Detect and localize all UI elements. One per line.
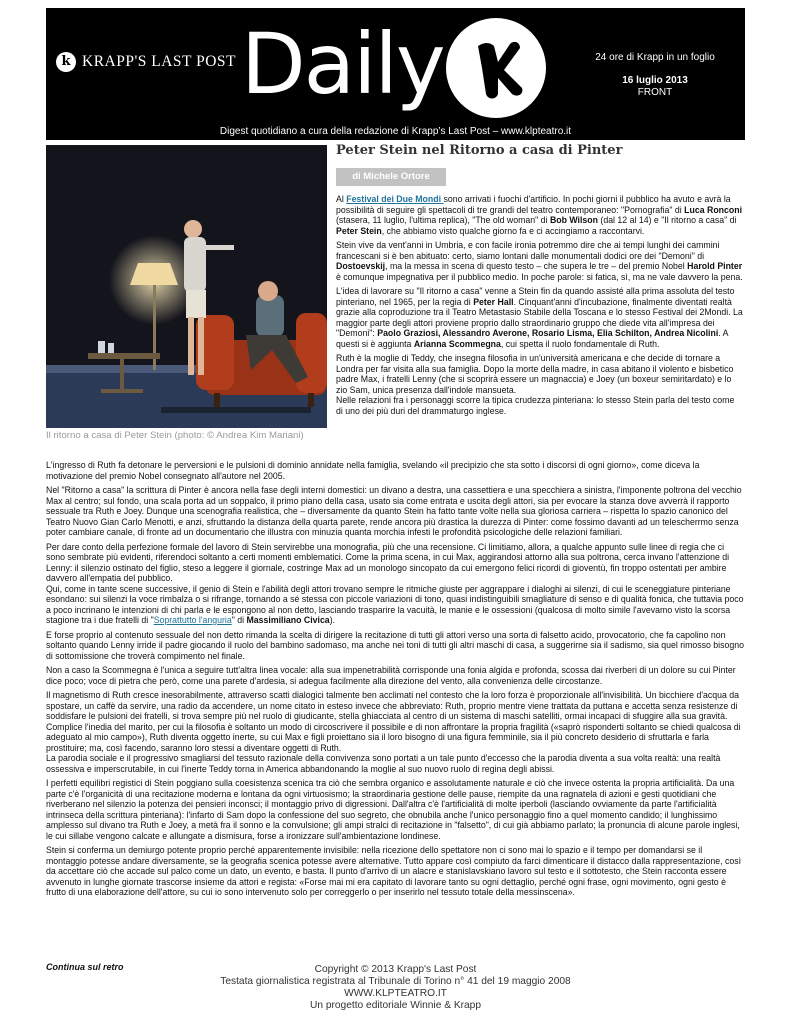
paragraph: E forse proprio al contenuto sessuale del non detto rimanda la scelta di dirigere la recitazione di tutti gli attori verso una sorta di falsetto acido, provocatorio, che fa capolino non soltanto quando Lenny irride il padre giocando il ruolo del bambino sadomaso, ma anche nei toni di tutti gli altri maschi di casa, a suggerirne sia il sadismo, sia quel rimosso bisogno di sottomissione che troverà compimento nel finale. xyxy=(46,629,744,661)
anguria-link[interactable]: Soprattutto l'anguria xyxy=(153,615,232,625)
paragraph: Per dare conto della perfezione formale del lavoro di Stein servirebbe una monografia, più che una recensione. Ci limitiamo, allora, a qualche appunto sulle linee di regia che ci sono sembrate più evidenti, riferendoci soltanto a certi momenti emblematici. Come la prima scena, in cui Max, aggirandosi attorno alla sua poltrona, cerca invano l'attenzione di Lenny: il silenzio ostinato del figlio, steso a leggere il giornale, costringe Max ad un monologo sincopato da cui emergono felici ricordi di gioventù, fin troppo ostentati per ambire davvero all'empatia del pubblico. Qui, come in tante scene successive, il genio di Stein e l'abilità degli attori trovano sempre le ritmiche giuste per aggrappare i dialoghi ai silenzi, di cui le sceneggiature pinteriane esondano: sui silenzi la voce rimbalza o si rifrange, tornando a sé stessa con piccole variazioni di tono, quasi indistinguibili smagliature di senso e di qualità fonica, che tuttavia poco a poco incrinano le intenzioni di chi parla e le espongono al non detto, lasciando trasparire la vacuità, le manie e le ossessioni (qualcosa di molto simile l'avevamo visto la scorsa stagione tra i due fratelli di "Soprattutto l'anguria" di Massimiliano Civica). xyxy=(46,541,744,625)
author-badge: di Michele Ortore xyxy=(336,168,446,186)
krapp-logo-icon: k xyxy=(56,52,76,72)
issue-section: FRONT xyxy=(637,87,673,98)
brand xyxy=(56,52,236,72)
footer-registration: Testata giornalistica registrata al Tribunale di Torino n° 41 del 19 maggio 2008 xyxy=(220,976,571,987)
festival-link[interactable]: Festival dei Due Mondi xyxy=(346,194,444,204)
paragraph: Stein si conferma un demiurgo potente proprio perché apparentemente invisibile: nella ricezione dello spettatore non ci sono mai lo spazio e il tempo per domandarsi se il montaggio potesse andare diversamente, se la geografia scenica potesse avere alternative. Tutto appare così compiuto da farci dimenticare il distacco dalla rappresentazione, così da accettare ciò che accade sul palco come un dato, un evento, e basta. Il punto d'arrivo di un alacre e stanislavskiano lavoro sul testo e il sottotesto, che Stein racconta essere avvenuto in lunghe giornate trascorse insieme da attori e regista: «Forse mai mi era capitato di lavorare tanto su ogni dettaglio, perché ogni frase, ogni movimento, ogni gesto è frutto di una elaborazione dell'attore, su cui io sono intervenuto solo per correggerlo o per inserirlo nel tessuto totale della messinscena». xyxy=(46,845,742,897)
article-photo xyxy=(46,145,327,428)
continue-note: Continua sul retro xyxy=(46,962,124,972)
paragraph: I perfetti equilibri registici di Stein poggiano sulla coesistenza scenica tra ciò che sembra organico e assolutamente naturale e ciò che invece ostenta la propria artificialità. Da una parte c'è l'organicità di una recitazione moderna e lontana da ogni virtuosismo; la straordinaria gestione delle pause, riempite da una ragnatela di azioni e gesti quotidiani che riverberano nel silenzio la potenza dei pensieri inconsci; il montaggio privo di digressioni. Dall'altra c'è l'artificialità di molte iperboli (lasciando ovviamente da parte l'artificialità intrinseca della scrittura pinteriana): l'infarto di Sam dopo la confessione del suo segreto, che obnubila anche l'unico personaggio fino a quel momento candido; il lunghissimo amplesso sul divano tra Ruth e Joey, a metà fra il sonno e la convulsione; gli ampi stralci di recitazione in "falsetto", di cui già abbiamo parlato; la pronuncia di alcune parole inglesi, le cui sillabe vengono calcate e allungate a dismisura, forse a ironizzare sull'ambientazione londinese. xyxy=(46,778,740,841)
masthead xyxy=(46,8,745,140)
footer-copyright: Copyright © 2013 Krapp's Last Post xyxy=(314,964,477,975)
paragraph: Ruth è la moglie di Teddy, che insegna filosofia in un'università americana e che decide di tornare a Londra per far visita alla sua famiglia. Dopo la morte della madre, in casa abitano il violento e bisbetico padre Max, i fratelli Lenny (che si scoprirà essere un magnaccia) e Joey (un boxeur semiritardato) e lo zio Sam, unica presenza dall'indole mansueta. Nelle relazioni fra i personaggi scorre la tipica crudezza pinteriana: lo stesso Stein parla del testo come di uno dei più duri del drammaturgo inglese. xyxy=(336,353,735,416)
paragraph: L'ingresso di Ruth fa detonare le perversioni e le pulsioni di dominio annidate nella famiglia, svelando «il precipizio che sta sotto i discorsi di ogni giorno», come diceva la motivazione del premio Nobel consegnato all'autore nel 2005. xyxy=(46,460,700,481)
issue-date: 16 luglio 2013 xyxy=(622,75,688,86)
article-body xyxy=(46,460,745,902)
paragraph: Stein vive da vent'anni in Umbria, e con facile ironia potremmo dire che ai tempi lunghi dei cammini francescani si è ben abituato: certo, siamo lontani dalle monumentali dodici ore dei "Demoni" di Dostoevskij, ma la messa in scena di questo testo – che supera le tre – del premio Nobel Harold Pinter è comunque impegnativa per il pubblico medio. In poche parole: si fatica, sì, ma ne vale davvero la pena. xyxy=(336,240,743,282)
k-logo-icon xyxy=(446,18,546,118)
brand-name: KRAPP'S LAST POST xyxy=(82,53,237,70)
issue-subtitle: 24 ore di Krapp in un foglio xyxy=(595,52,715,63)
issue-info xyxy=(566,52,744,99)
footer xyxy=(170,964,621,1012)
paragraph: L'idea di lavorare su "Il ritorno a casa" venne a Stein fin da quando assisté alla prima assoluta del testo pinteriano, nel 1965, per la regia di Peter Hall. Cinquant'anni d'incubazione, finalmente diventati realtà grazie alla coproduzione tra il Teatro Metastasio Stabile della Toscana e lo stesso Festival dei 2Mondi. La maggior parte degli attori proviene proprio dallo straordinario gruppo che diede vita all'impresa dei "Demoni": Paolo Graziosi, Alessandro Averone, Rosario Lisma, Elia Schilton, Andrea Nicolini. A questi si è aggiunta Arianna Scommegna, cui spetta il ruolo fondamentale di Ruth. xyxy=(336,286,743,349)
paragraph: Nel "Ritorno a casa" la scrittura di Pinter è ancora nella fase degli interni domestici: un divano a destra, una cassettiera e una specchiera a sinistra, l'imponente poltrona del vecchio Max al centro; sul fondo, una scala porta ad un soppalco, il primo piano della casa, usato sia come entrata e uscita degli attori, sia per evocare la stanza dove avverrà il rapporto sessuale tra Ruth e Joey. Dunque una scenografia realistica, che – diversamente da quanto Stein ha fatto tante volte nella sua gloriosa carriera – rispetta lo spazio canonico del Teatro Nuovo Gian Carlo Menotti, e anzi, sfruttando la distanza della quarta parete, rende ancora più drastica la durezza di Pinter: come fossimo davanti ad un telescherrmo senza poter cambiare canale, di fronte ad un documentario che illustra con minuzia quanta morchia infesti le profondità psicologiche delle relazioni familiari. xyxy=(46,485,742,537)
article-title: Peter Stein nel Ritorno a casa di Pinter xyxy=(336,143,623,158)
footer-site: WWW.KLPTEATRO.IT xyxy=(344,988,447,999)
paragraph: Non a caso la Scommegna è l'unica a seguire tutt'altra linea vocale: alla sua impenetrabilità corrisponde una fonia algida e profonda, scossa dai riverberi di un dolore su cui Pinter dice poco; voce di pietra che però, come una parete d'ardesia, si adegua facilmente alla direzione del vento, alla convenienza delle circostanze. xyxy=(46,665,736,686)
footer-editorial: Un progetto editoriale Winnie & Krapp xyxy=(309,1000,482,1011)
paragraph: Il magnetismo di Ruth cresce inesorabilmente, attraverso scatti dialogici talmente ben acclimati nel contesto che la loro forza è proporzionale all'invisibilità. Un bicchiere d'acqua da spostare, un caffè da servire, una radio da accendere, un nome citato in esteso invece che abbreviato: Ruth, proprio mentre viene trattata da puttana e accetta senza resistenze di soddisfare le pulsioni dei fratelli, si trova sempre più nel ruolo di giudicante, stella ghiacciata al centro di un sistema di maschi satelliti, ormai incapaci di sfuggire alla sua gravità. Complice l'inedia del marito, per cui la filosofia è soltanto un modo di circoscrivere il possibile e di non affrontare la propria fragilità («saprò risponderti soltanto se chiedi qualcosa di adeguato al mio campo»), Ruth diventa oggetto inerte, su cui Max e figli proiettano sia il loro bisogno di una figura femminile, sia il più concreto desiderio di sfruttarla e farla prostituire; ma, così facendo, saranno loro stessi a diventare oggetti di Ruth. La parodia sociale e il progressivo smagliarsi del tessuto razionale della convivenza sono portati a un tale punto d'eccesso che la parodia diventa a sua volta realtà: una realtà ossessiva e imperscrutabile, in cui l'inerte Teddy torna in America abbandonando la moglie al suo nuovo ruolo di regina degli abissi. xyxy=(46,690,741,774)
photo-caption: Il ritorno a casa di Peter Stein (photo: © Andrea Kim Mariani) xyxy=(46,430,304,441)
masthead-title: Daily xyxy=(241,15,444,113)
paragraph: Al Festival dei Due Mondi sono arrivati i fuochi d'artificio. In pochi giorni il pubblico ha avuto e avrà la possibilità di seguire gli spettacoli di tre grandi del teatro contemporaneo: "Pornografia" di Luca Ronconi (stasera, 11 luglio, l'ultima replica), "The old woman" di Bob Wilson (dal 12 al 14) e "Il ritorno a casa" di Peter Stein, che abbiamo visto qualche giorno fa e ci accingiamo a raccontarvi. xyxy=(336,194,743,236)
article-column xyxy=(336,194,743,420)
tagline: Digest quotidiano a cura della redazione di Krapp’s Last Post – www.klpteatro.it xyxy=(219,126,572,137)
